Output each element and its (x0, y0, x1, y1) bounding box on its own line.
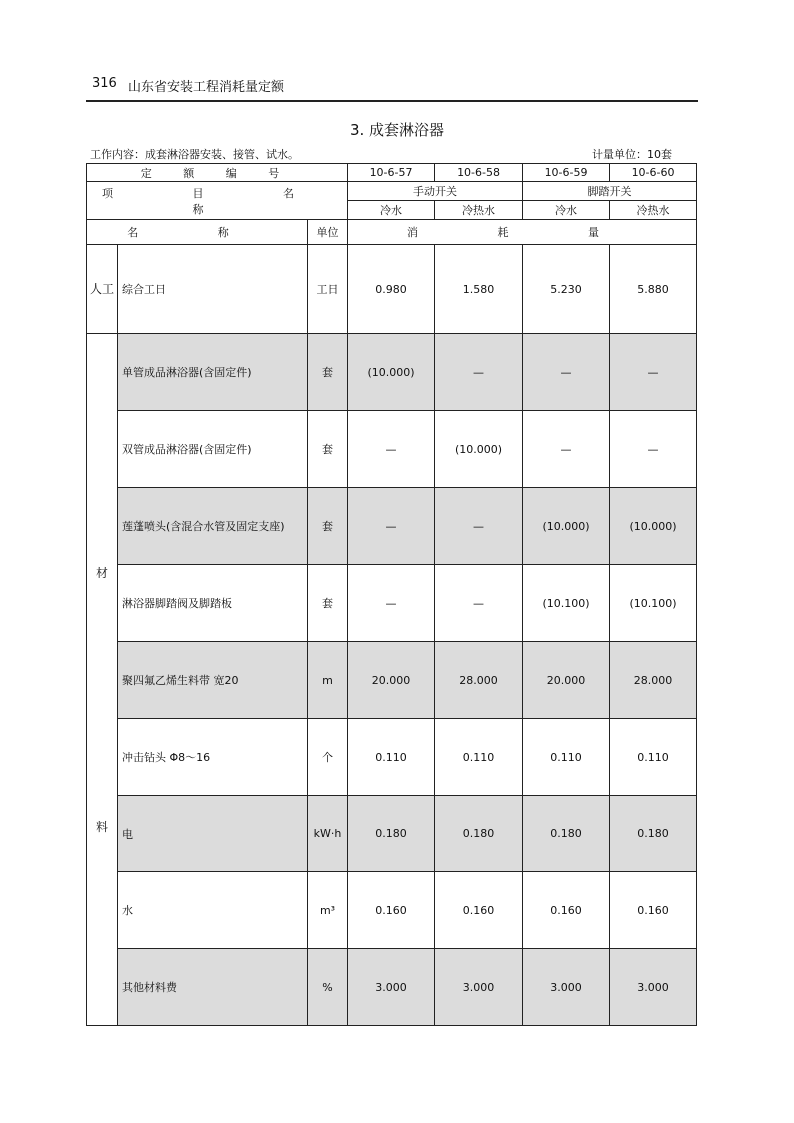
item-unit: 套 (308, 488, 348, 565)
value-cell: 0.110 (348, 719, 435, 796)
work-content: 工作内容：成套淋浴器安装、接管、试水。 (90, 148, 299, 161)
value-cell: 0.110 (523, 719, 610, 796)
value-cell: (10.000) (348, 334, 435, 411)
value-cell: 3.000 (348, 949, 435, 1026)
item-name: 双管成品淋浴器(含固定件) (118, 411, 308, 488)
item-name: 冲击钻头 Φ8～16 (118, 719, 308, 796)
code-cell: 10-6-60 (610, 164, 697, 182)
table-row (87, 796, 697, 872)
value-cell: 28.000 (435, 642, 523, 719)
item-unit: m (308, 642, 348, 719)
item-name: 单管成品淋浴器(含固定件) (118, 334, 308, 411)
item-unit: 个 (308, 719, 348, 796)
item-name: 电 (118, 796, 308, 872)
item-name: 综合工日 (118, 245, 308, 334)
table-row (87, 719, 697, 796)
value-cell: — (348, 488, 435, 565)
unit-note: 计量单位：10套 (592, 148, 672, 161)
item-name: 淋浴器脚踏阀及脚踏板 (118, 565, 308, 642)
table-row (87, 642, 697, 719)
value-cell: 0.110 (435, 719, 523, 796)
value-cell: 20.000 (523, 642, 610, 719)
consumption-header: 消 耗 量 (348, 220, 697, 245)
name-col-header: 名 称 (87, 220, 308, 245)
value-cell: 3.000 (523, 949, 610, 1026)
material-char-2: 料 (95, 820, 108, 834)
value-cell: 5.230 (523, 245, 610, 334)
value-cell: (10.000) (523, 488, 610, 565)
item-unit: m³ (308, 872, 348, 949)
table-row (87, 334, 697, 411)
item-name: 其他材料费 (118, 949, 308, 1026)
code-cell: 10-6-57 (348, 164, 435, 182)
value-cell: 3.000 (435, 949, 523, 1026)
table-row (87, 488, 697, 565)
sub-header: 冷热水 (610, 201, 697, 220)
value-cell: 0.180 (435, 796, 523, 872)
value-cell: 0.160 (523, 872, 610, 949)
unit-col-header: 单位 (308, 220, 348, 245)
value-cell: — (435, 334, 523, 411)
group-pedal: 脚踏开关 (523, 182, 697, 201)
value-cell: 1.580 (435, 245, 523, 334)
value-cell: — (348, 411, 435, 488)
value-cell: — (435, 565, 523, 642)
value-cell: — (610, 411, 697, 488)
labor-category: 人工 (87, 245, 118, 334)
value-cell: 0.110 (610, 719, 697, 796)
code-cell: 10-6-59 (523, 164, 610, 182)
quota-table (86, 163, 697, 1026)
value-cell: (10.000) (435, 411, 523, 488)
group-manual: 手动开关 (348, 182, 523, 201)
value-cell: (10.000) (610, 488, 697, 565)
table-row (87, 411, 697, 488)
value-cell: (10.100) (523, 565, 610, 642)
item-unit: kW·h (308, 796, 348, 872)
page-number: 316 (92, 76, 117, 91)
item-unit: % (308, 949, 348, 1026)
material-char-1: 材 (95, 566, 108, 580)
table-row (87, 872, 697, 949)
value-cell: 0.180 (523, 796, 610, 872)
table-row (87, 245, 697, 334)
item-name: 聚四氟乙烯生料带 宽20 (118, 642, 308, 719)
value-cell: 28.000 (610, 642, 697, 719)
value-cell: 3.000 (610, 949, 697, 1026)
value-cell: — (523, 411, 610, 488)
value-cell: 0.160 (435, 872, 523, 949)
page-header (86, 74, 698, 102)
value-cell: — (348, 565, 435, 642)
value-cell: 0.980 (348, 245, 435, 334)
item-unit: 套 (308, 411, 348, 488)
sub-header: 冷水 (523, 201, 610, 220)
section-title: 3. 成套淋浴器 (349, 121, 445, 139)
item-label: 项 目 名 称 (87, 182, 348, 220)
sub-header: 冷水 (348, 201, 435, 220)
value-cell: (10.100) (610, 565, 697, 642)
item-unit: 套 (308, 334, 348, 411)
value-cell: 0.180 (348, 796, 435, 872)
value-cell: — (523, 334, 610, 411)
value-cell: 5.880 (610, 245, 697, 334)
value-cell: 20.000 (348, 642, 435, 719)
item-unit: 套 (308, 565, 348, 642)
item-name: 水 (118, 872, 308, 949)
material-category (87, 334, 118, 1026)
table-row (87, 565, 697, 642)
book-title: 山东省安装工程消耗量定额 (128, 80, 285, 95)
sub-header: 冷热水 (435, 201, 523, 220)
table-row (87, 949, 697, 1026)
value-cell: — (610, 334, 697, 411)
item-name: 莲蓬喷头(含混合水管及固定支座) (118, 488, 308, 565)
code-cell: 10-6-58 (435, 164, 523, 182)
value-cell: — (435, 488, 523, 565)
value-cell: 0.180 (610, 796, 697, 872)
item-unit: 工日 (308, 245, 348, 334)
value-cell: 0.160 (348, 872, 435, 949)
code-label: 定 额 编 号 (87, 164, 348, 182)
value-cell: 0.160 (610, 872, 697, 949)
